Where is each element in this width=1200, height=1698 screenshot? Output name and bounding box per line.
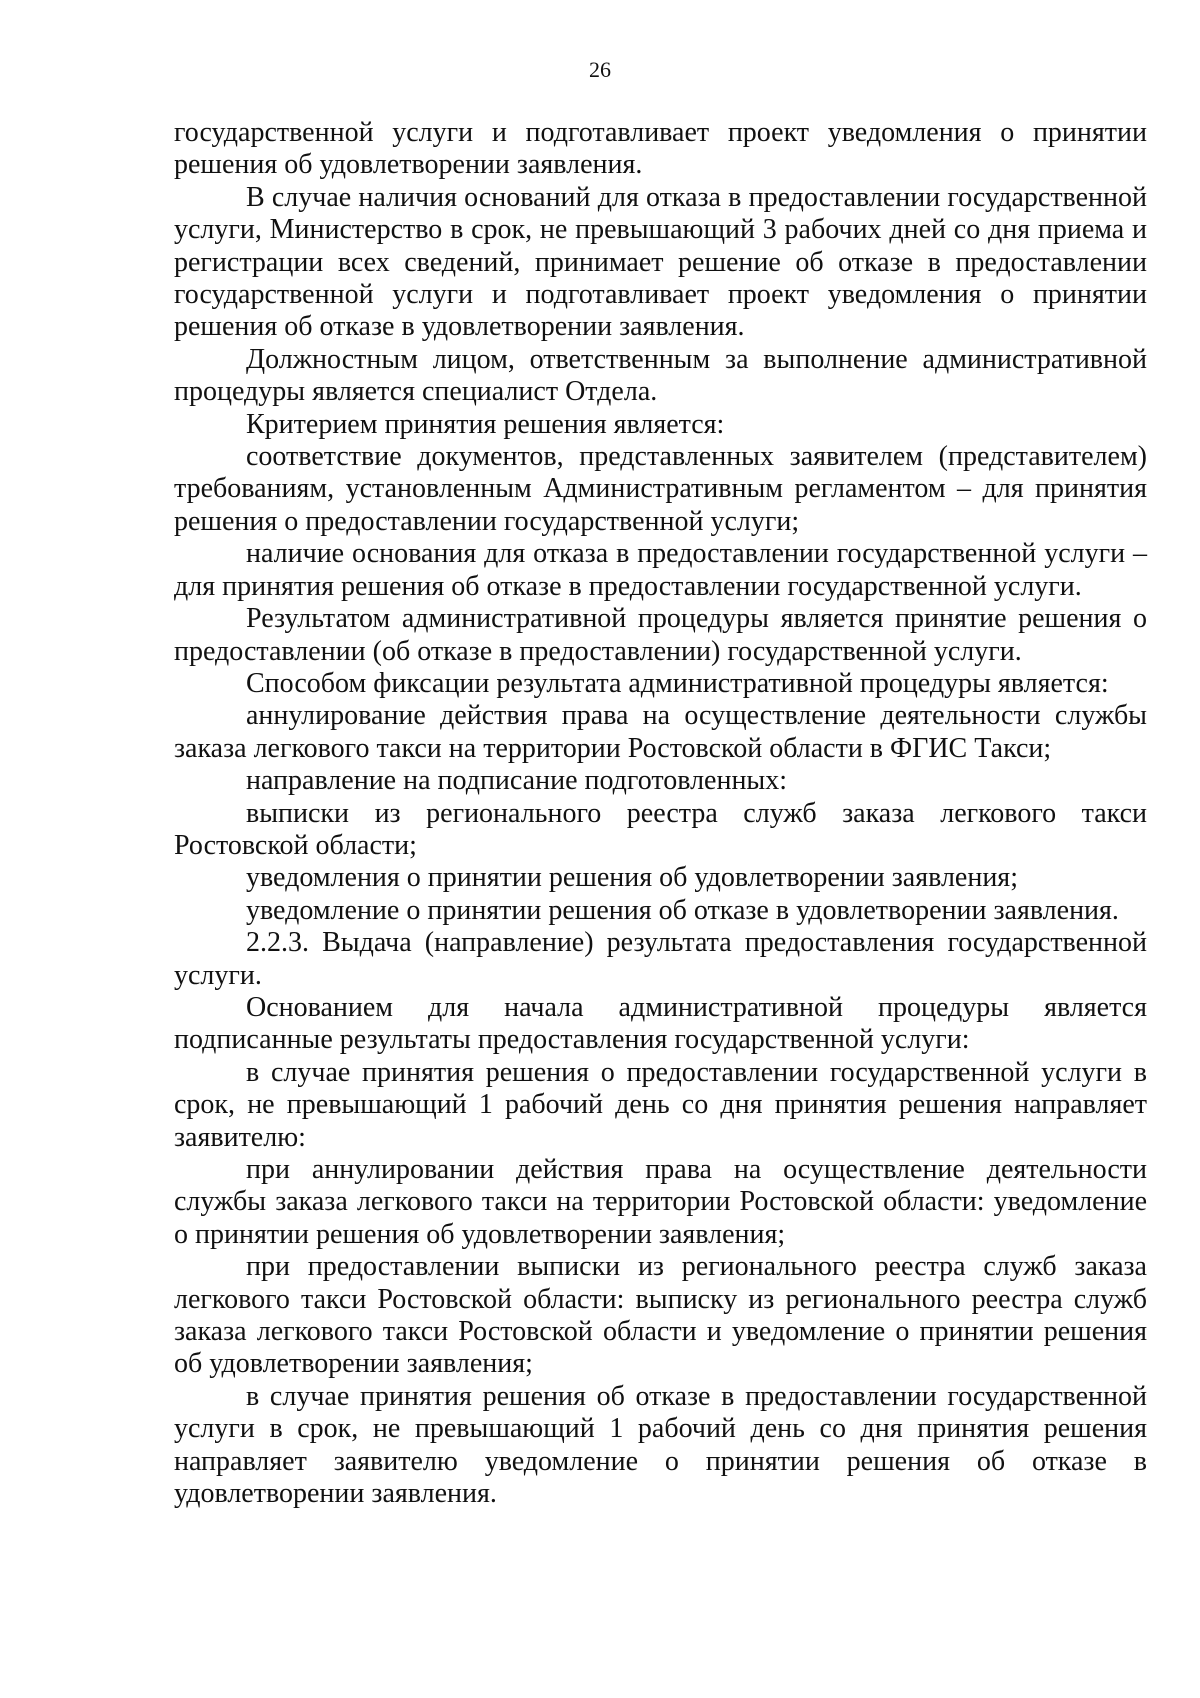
- paragraph: соответствие документов, представленных заявителем (представителем) требованиям, установленным Административным регламентом – для принятия решения о предоставлении государственной услуги;: [174, 441, 1147, 537]
- paragraph: Должностным лицом, ответственным за выполнение административной процедуры является специалист Отдела.: [174, 343, 1147, 408]
- document-body: [174, 117, 1147, 1510]
- paragraph: Критерием принятия решения является:: [246, 408, 725, 440]
- paragraph: при аннулировании действия права на осуществление деятельности службы заказа легкового такси на территории Ростовской области: уведомление о принятии решения об удовлетворении заявления;: [174, 1154, 1147, 1250]
- paragraph: Способом фиксации результата административной процедуры является:: [246, 667, 1109, 699]
- paragraph: уведомления о принятии решения об удовлетворении заявления;: [246, 862, 1018, 894]
- paragraph: направление на подписание подготовленных:: [246, 765, 788, 797]
- paragraph: уведомление о принятии решения об отказе в удовлетворении заявления.: [246, 894, 1119, 926]
- section-heading-2-2-3: 2.2.3. Выдача (направление) результата предоставления государственной услуги.: [174, 927, 1147, 991]
- paragraph: Основанием для начала административной процедуры является подписанные результаты предоставления государственной услуги:: [174, 991, 1147, 1056]
- paragraph: аннулирование действия права на осуществление деятельности службы заказа легкового такси на территории Ростовской области в ФГИС Такси;: [174, 700, 1147, 764]
- paragraph: Результатом административной процедуры является принятие решения о предоставлении (об отказе в предоставлении) государственной услуги.: [174, 603, 1147, 667]
- paragraph: в случае принятия решения об отказе в предоставлении государственной услуги в срок, не превышающий 1 рабочий день со дня принятия решения направляет заявителю уведомление о принятии решения об отказе в удовлетворении заявления.: [174, 1380, 1147, 1510]
- paragraph: в случае принятия решения о предоставлении государственной услуги в срок, не превышающий 1 рабочий день со дня принятия решения направляет заявителю:: [174, 1056, 1147, 1153]
- paragraph: выписки из регионального реестра служб заказа легкового такси Ростовской области;: [174, 797, 1147, 861]
- page-number: 26: [589, 57, 611, 82]
- paragraph: наличие основания для отказа в предоставлении государственной услуги – для принятия решения об отказе в предоставлении государственной услуги.: [174, 538, 1147, 602]
- paragraph: В случае наличия оснований для отказа в предоставлении государственной услуги, Министерство в срок, не превышающий 3 рабочих дней со дня приема и регистрации всех сведений, принимает решение об отказе в предоставлении государственной услуги и подготавливает проект уведомления о принятии решения об отказе в удовлетворении заявления.: [174, 181, 1147, 343]
- paragraph: при предоставлении выписки из регионального реестра служб заказа легкового такси Ростовской области: выписку из регионального реестра служб заказа легкового такси Ростовской области и уведомление о принятии решения об удовлетворении заявления;: [174, 1251, 1147, 1380]
- paragraph: государственной услуги и подготавливает проект уведомления о принятии решения об удовлетворении заявления.: [174, 117, 1147, 181]
